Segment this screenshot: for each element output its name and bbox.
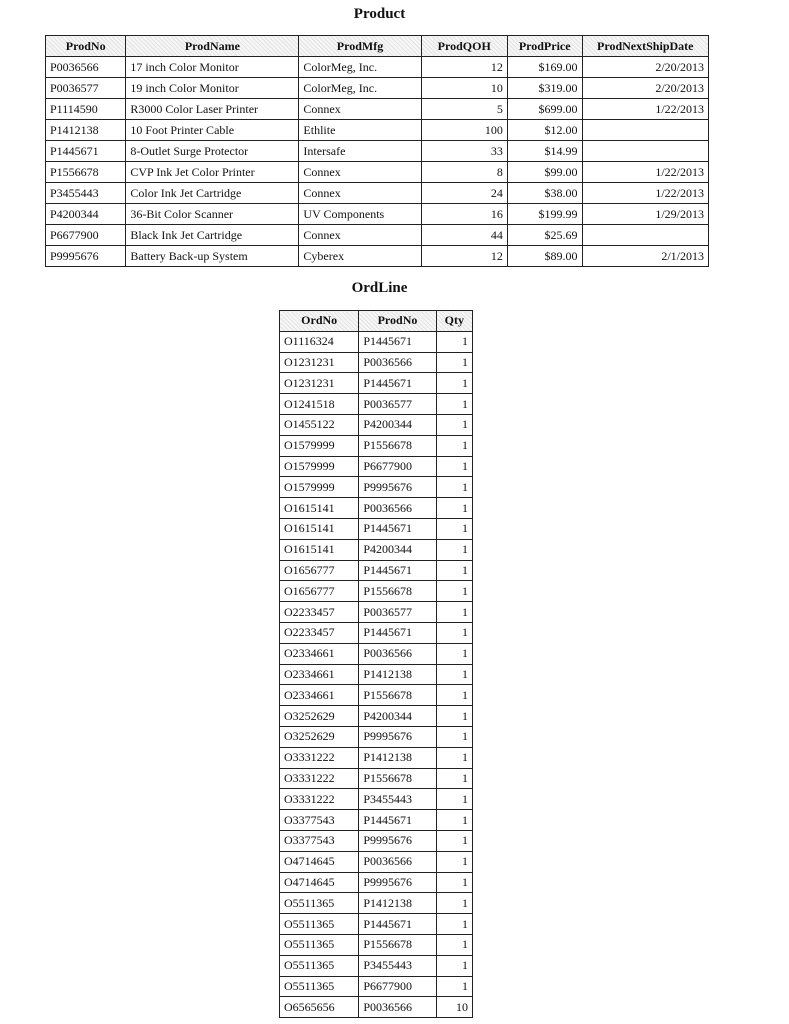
ordline-row xyxy=(280,352,473,373)
ordline-row xyxy=(280,498,473,519)
product-cell-prodnextshipdate: 1/22/2013 xyxy=(582,162,708,183)
ordline-cell-prodno: P1445671 xyxy=(359,622,436,643)
product-cell-prodprice: $319.00 xyxy=(507,78,582,99)
ordline-table-title: OrdLine xyxy=(351,280,408,296)
product-cell-prodname: 10 Foot Printer Cable xyxy=(126,120,299,141)
product-cell-prodno: P0036577 xyxy=(46,78,126,99)
product-cell-prodno: P1445671 xyxy=(46,141,126,162)
product-row xyxy=(46,246,709,267)
ordline-row xyxy=(280,456,473,477)
ordline-cell-qty: 1 xyxy=(436,893,472,914)
ordline-cell-ordno: O6565656 xyxy=(280,997,359,1018)
product-cell-prodprice: $38.00 xyxy=(507,183,582,204)
ordline-row xyxy=(280,539,473,560)
ordline-row xyxy=(280,934,473,955)
ordline-row xyxy=(280,872,473,893)
product-cell-prodprice: $169.00 xyxy=(507,57,582,78)
product-cell-prodnextshipdate: 2/1/2013 xyxy=(582,246,708,267)
product-cell-prodqoh: 10 xyxy=(421,78,507,99)
ordline-row xyxy=(280,394,473,415)
product-header-prodqoh: ProdQOH xyxy=(421,36,507,57)
ordline-row xyxy=(280,706,473,727)
product-cell-prodmfg: Connex xyxy=(299,225,421,246)
ordline-cell-prodno: P1445671 xyxy=(359,810,436,831)
product-row xyxy=(46,99,709,120)
product-cell-prodnextshipdate xyxy=(582,225,708,246)
ordline-cell-prodno: P3455443 xyxy=(359,789,436,810)
ordline-cell-prodno: P4200344 xyxy=(359,414,436,435)
product-row xyxy=(46,204,709,225)
ordline-cell-prodno: P9995676 xyxy=(359,477,436,498)
product-cell-prodmfg: Ethlite xyxy=(299,120,421,141)
ordline-cell-ordno: O1455122 xyxy=(280,414,359,435)
product-cell-prodno: P1556678 xyxy=(46,162,126,183)
ordline-cell-ordno: O4714645 xyxy=(280,872,359,893)
ordline-cell-ordno: O5511365 xyxy=(280,955,359,976)
ordline-cell-ordno: O1116324 xyxy=(280,331,359,352)
ordline-cell-qty: 1 xyxy=(436,394,472,415)
ordline-cell-qty: 1 xyxy=(436,934,472,955)
product-cell-prodnextshipdate: 2/20/2013 xyxy=(582,78,708,99)
product-cell-prodmfg: Connex xyxy=(299,183,421,204)
product-cell-prodmfg: Connex xyxy=(299,162,421,183)
ordline-cell-qty: 1 xyxy=(436,373,472,394)
ordline-table xyxy=(279,310,473,1018)
ordline-cell-ordno: O3252629 xyxy=(280,726,359,747)
product-cell-prodmfg: ColorMeg, Inc. xyxy=(299,78,421,99)
ordline-cell-qty: 1 xyxy=(436,602,472,623)
product-cell-prodname: 19 inch Color Monitor xyxy=(126,78,299,99)
product-cell-prodmfg: Connex xyxy=(299,99,421,120)
ordline-cell-qty: 1 xyxy=(436,706,472,727)
ordline-cell-prodno: P9995676 xyxy=(359,872,436,893)
product-cell-prodmfg: ColorMeg, Inc. xyxy=(299,57,421,78)
ordline-row xyxy=(280,789,473,810)
product-cell-prodnextshipdate xyxy=(582,141,708,162)
product-cell-prodno: P9995676 xyxy=(46,246,126,267)
ordline-row xyxy=(280,560,473,581)
ordline-cell-ordno: O1231231 xyxy=(280,352,359,373)
product-cell-prodname: Battery Back-up System xyxy=(126,246,299,267)
ordline-cell-qty: 1 xyxy=(436,518,472,539)
ordline-cell-prodno: P1445671 xyxy=(359,518,436,539)
ordline-cell-ordno: O1656777 xyxy=(280,560,359,581)
ordline-row xyxy=(280,830,473,851)
ordline-cell-ordno: O3252629 xyxy=(280,706,359,727)
ordline-cell-qty: 1 xyxy=(436,685,472,706)
ordline-cell-prodno: P1445671 xyxy=(359,373,436,394)
ordline-cell-qty: 1 xyxy=(436,768,472,789)
ordline-cell-qty: 1 xyxy=(436,560,472,581)
ordline-row xyxy=(280,685,473,706)
ordline-row xyxy=(280,622,473,643)
ordline-cell-ordno: O5511365 xyxy=(280,976,359,997)
product-cell-prodname: R3000 Color Laser Printer xyxy=(126,99,299,120)
product-cell-prodname: CVP Ink Jet Color Printer xyxy=(126,162,299,183)
ordline-cell-ordno: O1656777 xyxy=(280,581,359,602)
ordline-cell-ordno: O3331222 xyxy=(280,747,359,768)
ordline-cell-qty: 1 xyxy=(436,498,472,519)
ordline-cell-qty: 1 xyxy=(436,581,472,602)
product-cell-prodname: 8-Outlet Surge Protector xyxy=(126,141,299,162)
product-cell-prodnextshipdate: 1/29/2013 xyxy=(582,204,708,225)
ordline-row xyxy=(280,581,473,602)
ordline-cell-qty: 1 xyxy=(436,477,472,498)
product-cell-prodname: Color Ink Jet Cartridge xyxy=(126,183,299,204)
product-header-prodno: ProdNo xyxy=(46,36,126,57)
ordline-cell-prodno: P1445671 xyxy=(359,560,436,581)
ordline-cell-ordno: O5511365 xyxy=(280,934,359,955)
product-row xyxy=(46,78,709,99)
ordline-cell-prodno: P1556678 xyxy=(359,685,436,706)
product-header-prodname: ProdName xyxy=(126,36,299,57)
ordline-cell-prodno: P6677900 xyxy=(359,456,436,477)
product-cell-prodprice: $89.00 xyxy=(507,246,582,267)
ordline-cell-qty: 1 xyxy=(436,914,472,935)
product-cell-prodname: 17 inch Color Monitor xyxy=(126,57,299,78)
ordline-row xyxy=(280,643,473,664)
product-table xyxy=(45,35,709,267)
product-row xyxy=(46,120,709,141)
product-cell-prodprice: $14.99 xyxy=(507,141,582,162)
ordline-cell-prodno: P1556678 xyxy=(359,435,436,456)
ordline-cell-qty: 10 xyxy=(436,997,472,1018)
product-cell-prodno: P3455443 xyxy=(46,183,126,204)
ordline-row xyxy=(280,518,473,539)
ordline-cell-ordno: O1231231 xyxy=(280,373,359,394)
product-header-prodmfg: ProdMfg xyxy=(299,36,421,57)
ordline-row xyxy=(280,602,473,623)
product-row xyxy=(46,162,709,183)
ordline-cell-qty: 1 xyxy=(436,955,472,976)
ordline-row xyxy=(280,851,473,872)
product-cell-prodprice: $12.00 xyxy=(507,120,582,141)
product-cell-prodqoh: 44 xyxy=(421,225,507,246)
ordline-cell-prodno: P1556678 xyxy=(359,934,436,955)
ordline-cell-prodno: P9995676 xyxy=(359,726,436,747)
ordline-cell-qty: 1 xyxy=(436,810,472,831)
product-cell-prodname: 36-Bit Color Scanner xyxy=(126,204,299,225)
ordline-header-row xyxy=(280,311,473,332)
product-cell-prodqoh: 24 xyxy=(421,183,507,204)
ordline-cell-prodno: P0036566 xyxy=(359,352,436,373)
product-cell-prodqoh: 100 xyxy=(421,120,507,141)
product-cell-prodname: Black Ink Jet Cartridge xyxy=(126,225,299,246)
ordline-cell-prodno: P1556678 xyxy=(359,768,436,789)
ordline-row xyxy=(280,435,473,456)
ordline-cell-prodno: P1412138 xyxy=(359,893,436,914)
product-row xyxy=(46,57,709,78)
ordline-cell-prodno: P1412138 xyxy=(359,747,436,768)
ordline-cell-prodno: P1445671 xyxy=(359,914,436,935)
ordline-cell-prodno: P1445671 xyxy=(359,331,436,352)
ordline-row xyxy=(280,893,473,914)
ordline-cell-qty: 1 xyxy=(436,622,472,643)
product-cell-prodprice: $199.99 xyxy=(507,204,582,225)
ordline-cell-ordno: O1579999 xyxy=(280,435,359,456)
product-cell-prodnextshipdate: 2/20/2013 xyxy=(582,57,708,78)
ordline-cell-qty: 1 xyxy=(436,539,472,560)
ordline-cell-qty: 1 xyxy=(436,747,472,768)
ordline-cell-ordno: O1615141 xyxy=(280,498,359,519)
product-table-title: Product xyxy=(353,6,406,22)
ordline-cell-prodno: P1412138 xyxy=(359,664,436,685)
ordline-cell-ordno: O1241518 xyxy=(280,394,359,415)
ordline-cell-qty: 1 xyxy=(436,830,472,851)
ordline-cell-prodno: P0036577 xyxy=(359,394,436,415)
ordline-cell-ordno: O2334661 xyxy=(280,664,359,685)
ordline-cell-qty: 1 xyxy=(436,352,472,373)
ordline-cell-ordno: O2233457 xyxy=(280,622,359,643)
ordline-cell-ordno: O3377543 xyxy=(280,830,359,851)
product-cell-prodnextshipdate: 1/22/2013 xyxy=(582,99,708,120)
ordline-cell-prodno: P6677900 xyxy=(359,976,436,997)
ordline-cell-qty: 1 xyxy=(436,664,472,685)
ordline-row xyxy=(280,414,473,435)
product-cell-prodno: P4200344 xyxy=(46,204,126,225)
ordline-cell-ordno: O1615141 xyxy=(280,539,359,560)
product-cell-prodqoh: 12 xyxy=(421,57,507,78)
ordline-row xyxy=(280,373,473,394)
ordline-row xyxy=(280,477,473,498)
ordline-cell-prodno: P1556678 xyxy=(359,581,436,602)
product-row xyxy=(46,225,709,246)
ordline-cell-prodno: P3455443 xyxy=(359,955,436,976)
product-cell-prodprice: $699.00 xyxy=(507,99,582,120)
ordline-row xyxy=(280,997,473,1018)
ordline-cell-prodno: P4200344 xyxy=(359,539,436,560)
ordline-header-ordno: OrdNo xyxy=(280,311,359,332)
product-cell-prodqoh: 5 xyxy=(421,99,507,120)
ordline-cell-qty: 1 xyxy=(436,414,472,435)
ordline-cell-ordno: O2334661 xyxy=(280,685,359,706)
ordline-cell-prodno: P0036566 xyxy=(359,851,436,872)
ordline-cell-ordno: O3331222 xyxy=(280,789,359,810)
ordline-cell-qty: 1 xyxy=(436,976,472,997)
ordline-cell-ordno: O2334661 xyxy=(280,643,359,664)
ordline-header-qty: Qty xyxy=(436,311,472,332)
ordline-cell-ordno: O3331222 xyxy=(280,768,359,789)
ordline-cell-qty: 1 xyxy=(436,456,472,477)
product-header-prodnextshipdate: ProdNextShipDate xyxy=(582,36,708,57)
product-cell-prodqoh: 16 xyxy=(421,204,507,225)
ordline-cell-ordno: O1579999 xyxy=(280,477,359,498)
ordline-cell-qty: 1 xyxy=(436,435,472,456)
ordline-row xyxy=(280,664,473,685)
product-cell-prodprice: $99.00 xyxy=(507,162,582,183)
ordline-cell-prodno: P0036577 xyxy=(359,602,436,623)
ordline-row xyxy=(280,747,473,768)
ordline-cell-ordno: O3377543 xyxy=(280,810,359,831)
ordline-row xyxy=(280,914,473,935)
ordline-cell-prodno: P0036566 xyxy=(359,498,436,519)
product-cell-prodprice: $25.69 xyxy=(507,225,582,246)
product-cell-prodmfg: Cyberex xyxy=(299,246,421,267)
product-row xyxy=(46,141,709,162)
ordline-cell-ordno: O1615141 xyxy=(280,518,359,539)
ordline-cell-ordno: O2233457 xyxy=(280,602,359,623)
product-cell-prodmfg: UV Components xyxy=(299,204,421,225)
ordline-cell-ordno: O5511365 xyxy=(280,893,359,914)
ordline-cell-prodno: P0036566 xyxy=(359,643,436,664)
ordline-cell-prodno: P4200344 xyxy=(359,706,436,727)
ordline-row xyxy=(280,955,473,976)
ordline-cell-qty: 1 xyxy=(436,789,472,810)
product-cell-prodqoh: 33 xyxy=(421,141,507,162)
product-header-row xyxy=(46,36,709,57)
ordline-cell-qty: 1 xyxy=(436,726,472,747)
ordline-cell-ordno: O1579999 xyxy=(280,456,359,477)
ordline-cell-qty: 1 xyxy=(436,331,472,352)
ordline-row xyxy=(280,810,473,831)
product-cell-prodno: P1114590 xyxy=(46,99,126,120)
ordline-cell-ordno: O4714645 xyxy=(280,851,359,872)
product-cell-prodqoh: 12 xyxy=(421,246,507,267)
ordline-cell-ordno: O5511365 xyxy=(280,914,359,935)
product-header-prodprice: ProdPrice xyxy=(507,36,582,57)
product-cell-prodno: P1412138 xyxy=(46,120,126,141)
ordline-cell-qty: 1 xyxy=(436,872,472,893)
ordline-cell-qty: 1 xyxy=(436,851,472,872)
product-row xyxy=(46,183,709,204)
ordline-row xyxy=(280,726,473,747)
product-cell-prodnextshipdate xyxy=(582,120,708,141)
ordline-header-prodno: ProdNo xyxy=(359,311,436,332)
product-cell-prodno: P6677900 xyxy=(46,225,126,246)
product-cell-prodmfg: Intersafe xyxy=(299,141,421,162)
ordline-row xyxy=(280,768,473,789)
ordline-row xyxy=(280,976,473,997)
product-cell-prodno: P0036566 xyxy=(46,57,126,78)
ordline-cell-prodno: P0036566 xyxy=(359,997,436,1018)
ordline-row xyxy=(280,331,473,352)
product-cell-prodqoh: 8 xyxy=(421,162,507,183)
product-cell-prodnextshipdate: 1/22/2013 xyxy=(582,183,708,204)
ordline-cell-qty: 1 xyxy=(436,643,472,664)
ordline-cell-prodno: P9995676 xyxy=(359,830,436,851)
